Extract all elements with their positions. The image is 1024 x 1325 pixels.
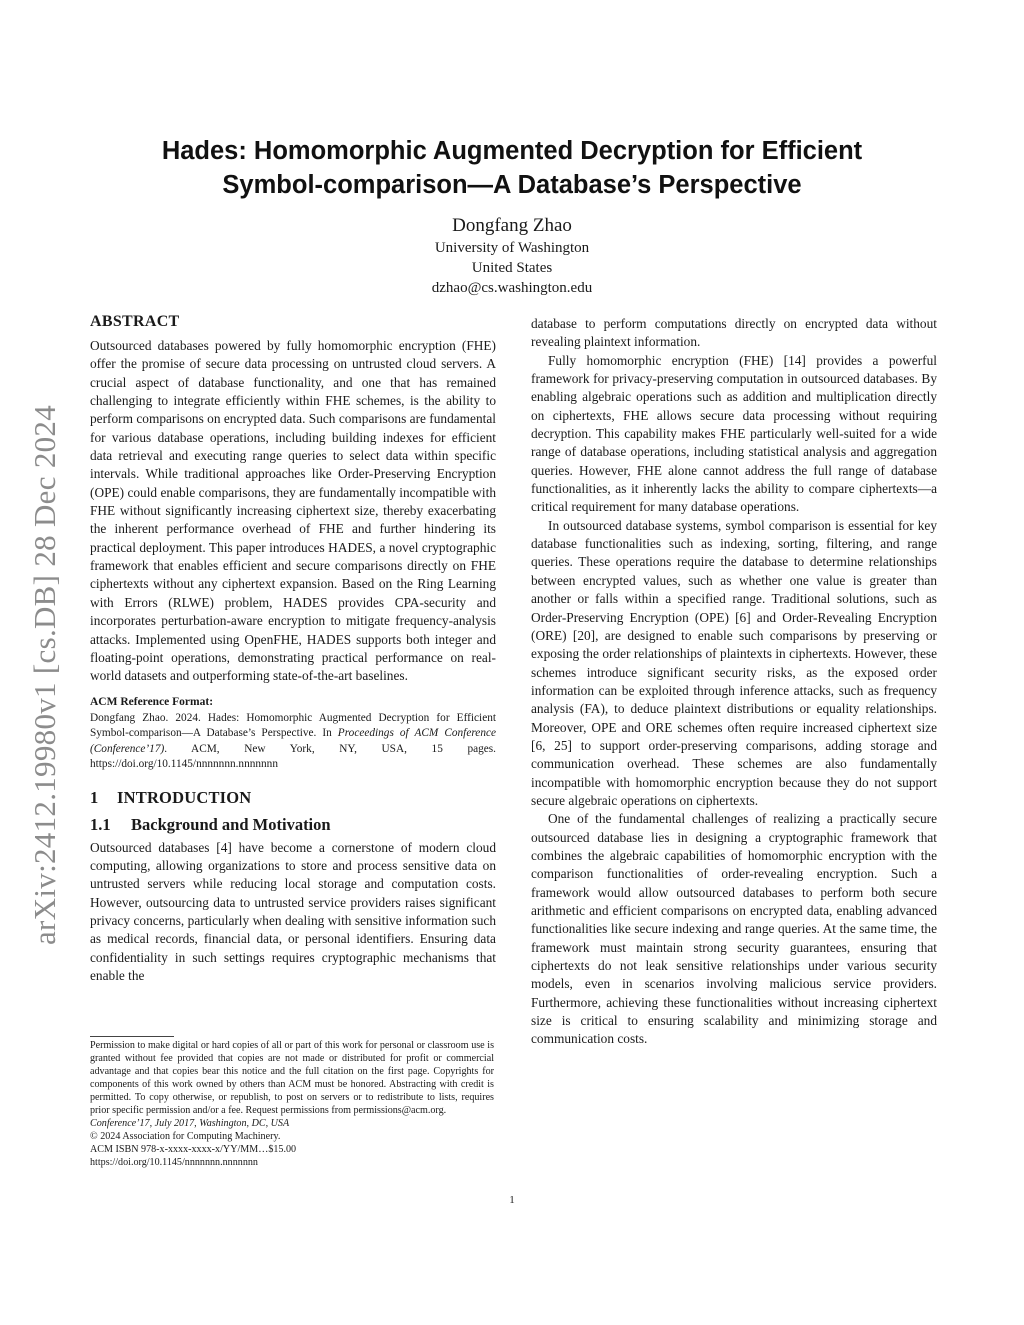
doi-link[interactable]: https://doi.org/10.1145/nnnnnnn.nnnnnnn [90, 1157, 258, 1168]
subsection-number: 1.1 [90, 814, 111, 834]
intro-paragraph-2: Fully homomorphic encryption (FHE) [14] provides a powerful framework for privacy-preserving computation in outsourced databases. By enabling algebraic operations such as addition and multiplication directly on ciphertexts, FHE allows secure data processing without requiring decryption. This capability makes FHE particularly well-suited for a wide range of database operations, including statistical analysis and aggregation queries. However, FHE alone cannot address the full range of database functionalities, as it inherently lacks the ability to compare ciphertexts—a critical requirement for many database operations. [531, 352, 937, 515]
intro-paragraph-3: In outsourced database systems, symbol comparison is essential for key database functionalities such as indexing, sorting, filtering, and range queries. These operations require the database to determine relationships between encrypted values, such as whether one value is greater than another or falls within a specified range. Traditional solutions, such as Order-Preserving Encryption (OPE) [6] and Order-Revealing Encryption (ORE) [20], are designed to enable such comparisons by preserving or exposing the order relationships of plaintexts in ciphertexts. However, these schemes introduce significant security risks, as the exposed order information can be exploited through inference attacks, such as frequency analysis (FA), to deduce plaintext distributions or equality relationships. Moreover, OPE and ORE schemes often require increased ciphertext size [6, 25] to support order-preserving comparisons, adding storage and communication overhead. These schemes are also fundamentally incompatible with homomorphic encryption because they do not support secure algebraic operations on ciphertexts. [531, 517, 937, 808]
page-number: 1 [509, 1194, 515, 1206]
section-title: INTRODUCTION [117, 787, 252, 807]
acm-reference-prefix: Dongfang Zhao. 2024. Hades: Homomorphic Augmented Decryption for Efficient Symbol-comparison—A Database’s Perspective. In [90, 711, 496, 740]
section-number: 1 [90, 787, 99, 807]
acm-reference-text [90, 711, 496, 773]
arxiv-stamp: arXiv:2412.19980v1 [cs.DB] 28 Dec 2024 [27, 404, 62, 945]
conference-info: Conference’17, July 2017, Washington, DC, USA [90, 1118, 290, 1129]
acm-reference-suffix: . ACM, New York, NY, USA, 15 pages. https://doi.org/10.1145/nnnnnnn.nnnnnnn [90, 742, 496, 771]
acm-reference-heading: ACM Reference Format: [90, 695, 214, 708]
author-country: United States [471, 260, 553, 276]
right-column [531, 315, 937, 1049]
paper-title [80, 134, 944, 202]
isbn-line: ACM ISBN 978-x-xxxx-xxxx-x/YY/MM…$15.00 [90, 1144, 297, 1155]
left-column [90, 312, 496, 985]
paper-title-line-1: Hades: Homomorphic Augmented Decryption for Efficient [161, 137, 863, 165]
intro-paragraph-1-continued: database to perform computations directly on encrypted data without revealing plaintext information. [531, 316, 937, 350]
author-email[interactable]: dzhao@cs.washington.edu [431, 280, 593, 296]
abstract-text: Outsourced databases powered by fully homomorphic encryption (FHE) offer the promise of secure data processing on untrusted cloud servers. A crucial aspect of database functionality, and one that has remained challenging to integrate efficiently within FHE schemes, is the ability to perform comparisons on encrypted data. Such comparisons are fundamental for various database operations, including building indexes for efficient data retrieval and executing range queries to select data within specific intervals. While traditional approaches like Order-Preserving Encryption (OPE) could enable comparisons, they are fundamentally incompatible with FHE without significantly increasing ciphertext size, thereby exacerbating the inherent performance overhead of FHE and further hindering its practical deployment. This paper introduces HADES, a novel cryptographic framework that enables efficient and secure comparisons directly on FHE ciphertexts without any ciphertext expansion. Based on the Ring Learning with Errors (RLWE) problem, HADES provides CPA-security and incorporates perturbation-aware encryption to mitigate frequency-analysis attacks. Implemented using OpenFHE, HADES supports both integer and floating-point operations, demonstrating practical performance on real-world datasets and outperforming state-of-the-art baselines. [90, 338, 496, 684]
intro-paragraph-4: One of the fundamental challenges of realizing a practically secure outsourced database lies in designing a cryptographic framework that combines the algebraic capabilities of homomorphic encryption with the comparison functionalities of order-revealing encryption. Such a framework would allow outsourced databases to perform both secure arithmetic and efficient comparisons on encrypted data, enabling advanced functionalities like secure indexing and range queries. At the same time, the framework must maintain strong security guarantees, ensuring that ciphertexts do not leak sensitive relationships under various security models, even in scenarios involving malicious service providers. Furthermore, achieving these functionalities without increasing ciphertext size is critical to ensuring scalability and minimizing storage and communication costs. [531, 811, 937, 1047]
acm-reference-venue: Proceedings of ACM Conference (Conference’17) [90, 727, 496, 755]
abstract-heading: ABSTRACT [90, 313, 180, 330]
footnote-rule [90, 1036, 174, 1037]
section-heading-introduction [90, 787, 496, 809]
subsection-heading-background [90, 814, 496, 836]
author-affiliation: University of Washington [434, 240, 590, 256]
copyright-line: © 2024 Association for Computing Machinery. [90, 1131, 281, 1142]
author-block [312, 214, 712, 298]
intro-paragraph-1: Outsourced databases [4] have become a cornerstone of modern cloud computing, allowing organizations to store and process sensitive data on untrusted servers while reducing local storage and computation costs. However, outsourcing data to untrusted service providers raises significant privacy concerns, particularly when dealing with sensitive information such as medical records, financial data, or personal identifiers. Ensuring data confidentiality in such settings requires cryptographic mechanisms that enable the [90, 839, 496, 983]
permission-text: Permission to make digital or hard copies of all or part of this work for personal or classroom use is granted without fee provided that copies are not made or distributed for profit or commercial advantage and that copies bear this notice and the full citation on the first page. Copyrights for components of this work owned by others than ACM must be honored. Abstracting with credit is permitted. To copy otherwise, or republish, to post on servers or to redistribute to lists, requires prior specific permission and/or a fee. Request permissions from permissions@acm.org. [90, 1040, 494, 1116]
paper-title-line-2: Symbol-comparison—A Database’s Perspective [222, 171, 802, 199]
subsection-title: Background and Motivation [131, 814, 331, 834]
permission-notice [90, 1039, 494, 1169]
author-name: Dongfang Zhao [452, 215, 572, 236]
